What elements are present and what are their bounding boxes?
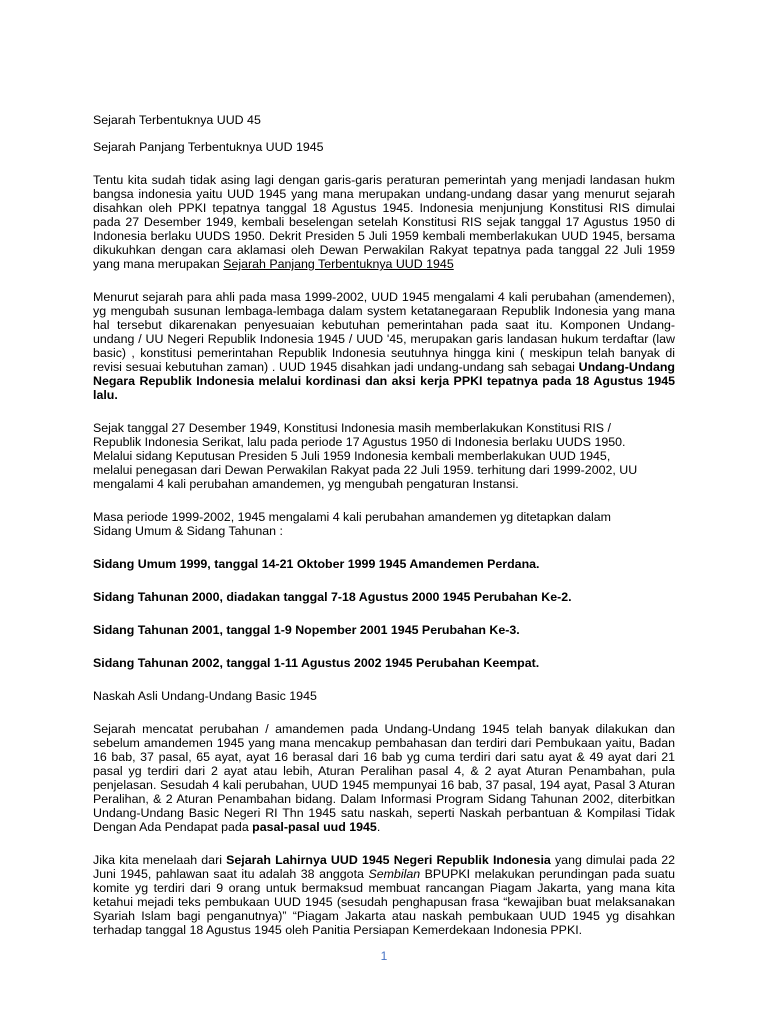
paragraph-konstitusi-line: melalui penegasan dari Dewan Perwakilan Rakyat pada 22 Juli 1959. terhitung dari 1999-2002, UU bbox=[93, 463, 638, 477]
page-number: 1 bbox=[380, 949, 388, 963]
session-item: Sidang Tahunan 2001, tanggal 1-9 Nopember 2001 1945 Perubahan Ke-3. bbox=[93, 623, 520, 637]
document-body bbox=[93, 113, 675, 937]
paragraph-lahirnya-italic: Sembilan bbox=[368, 867, 421, 881]
paragraph-periode-line: Masa periode 1999-2002, 1945 mengalami 4 kali perubahan amandemen yg ditetapkan dalam bbox=[93, 510, 611, 524]
paragraph-lahirnya-bold: Sejarah Lahirnya UUD 1945 Negeri Republik Indonesia bbox=[226, 853, 551, 867]
paragraph-konstitusi-line: Sejak tanggal 27 Desember 1949, Konstitusi Indonesia masih memberlakukan Konstitusi RIS / bbox=[93, 421, 611, 435]
paragraph-naskah bbox=[93, 722, 675, 834]
paragraph-konstitusi-line: mengalami 4 kali perubahan amandemen, yg mengubah pengaturan Instansi. bbox=[93, 477, 519, 491]
paragraph-periode-line: Sidang Umum & Sidang Tahunan : bbox=[93, 524, 283, 538]
session-item: Sidang Tahunan 2000, diadakan tanggal 7-18 Agustus 2000 1945 Perubahan Ke-2. bbox=[93, 590, 572, 604]
sejarah-panjang-link[interactable]: Sejarah Panjang Terbentuknya UUD 1945 bbox=[223, 257, 454, 271]
paragraph-amendments-text: Menurut sejarah para ahli pada masa 1999-2002, UUD 1945 mengalami 4 kali perubahan (amendemen), yg mengubah susunan lembaga-lembaga dalam system ketatanegaraan Republik Indonesia yang mana hal tersebut dikarenakan penyesuaian kebutuhan pemerintahan pada saat itu. Komponen Undang-undang / UU Negeri Republik Indonesia 1945 / UUD '45, merupakan garis landasan hukum terdaftar (law basic) , konstitusi pemerintahan Republik Indonesia seutuhnya hingga kini ( meskipun telah banyak di revisi sesuai kebutuhan zaman) . UUD 1945 disahkan jadi undang-undang sah sebagai bbox=[93, 290, 675, 374]
paragraph-naskah-text: Sejarah mencatat perubahan / amandemen pada Undang-Undang 1945 telah banyak dilakukan dan sebelum amandemen 1945 yang mana mencakup pembahasan dan terdiri dari Pembukaan yaitu, Badan 16 bab, 37 pasal, 65 ayat, ayat 16 berasal dari 16 bab yg cuma terdiri dari satu ayat & 49 ayat dari 21 pasal yg terdiri dari 2 ayat atau lebih, Aturan Peralihan pasal 4, & 2 ayat Aturan Penambahan, pula penjelasan. Sesudah 4 kali perubahan, UUD 1945 mempunyai 16 bab, 37 pasal, 194 ayat, Pasal 3 Aturan Peralihan, & 2 Aturan Penambahan bidang. Dalam Informasi Program Sidang Tahunan 2002, diterbitkan Undang-Undang Basic Negeri RI Thn 1945 satu naskah, seperti Naskah perbantuan & Kompilasi Tidak Dengan Ada Pendapat pada bbox=[93, 722, 675, 834]
paragraph-amendments-bold: Undang-Undang Negara Republik Indonesia melalui kordinasi dan aksi kerja PPKI tepatnya pada 18 Agustus 1945 lalu. bbox=[93, 360, 675, 402]
paragraph-lahirnya-text: Jika kita menelaah dari bbox=[93, 853, 227, 867]
paragraph-lahirnya-text: BPUPKI melakukan perundingan pada suatu komite yg terdiri dari 9 orang untuk bermaksud membuat rancangan Piagam Jakarta, yang mana kita ketahui mejadi teks pembukaan UUD 1945 (sesudah penghapusan frasa “kewajiban buat melaksanakan Syariah Islam bagi penganutnya)” “Piagam Jakarta atau naskah pembukaan UUD 1945 yg disahkan terhadap tanggal 18 Agustus 1945 oleh Panitia Persiapan Kemerdekaan Indonesia PPKI. bbox=[93, 867, 675, 937]
paragraph-konstitusi bbox=[93, 421, 675, 491]
paragraph-konstitusi-line: Republik Indonesia Serikat, lalu pada periode 17 Agustus 1950 di Indonesia berlaku UUDS 1950. bbox=[93, 435, 626, 449]
paragraph-naskah-end: . bbox=[376, 820, 381, 834]
paragraph-naskah-bold: pasal-pasal uud 1945 bbox=[252, 820, 377, 834]
paragraph-konstitusi-line: Melalui sidang Keputusan Presiden 5 Juli 1959 Indonesia kembali memberlakukan UUD 1945, bbox=[93, 449, 611, 463]
paragraph-lahirnya-text: yang dimulai pada 22 Juni 1945, pahlawan saat itu adalah 38 anggota bbox=[93, 853, 675, 881]
document-subtitle: Sejarah Panjang Terbentuknya UUD 1945 bbox=[93, 140, 324, 154]
paragraph-intro bbox=[93, 173, 675, 271]
paragraph-periode bbox=[93, 510, 675, 538]
section-heading: Naskah Asli Undang-Undang Basic 1945 bbox=[93, 689, 317, 703]
paragraph-lahirnya bbox=[93, 853, 675, 937]
paragraph-intro-text: Tentu kita sudah tidak asing lagi dengan garis-garis peraturan pemerintah yang menjadi landasan hukm bangsa indonesia yaitu UUD 1945 yang mana merupakan undang-undang dasar yang menurut sejarah disahkan oleh PPKI tepatnya tanggal 18 Agustus 1945. Indonesia menjunjung Konstitusi RIS dimulai pada 27 Desember 1949, kembali beselengan setelah Konstitusi RIS sejak tanggal 17 Agustus 1950 di Indonesia berlaku UUDS 1950. Dekrit Presiden 5 Juli 1959 kembali memberlakukan UUD 1945, bersama dikukuhkan dengan cara aklamasi oleh Dewan Perwakilan Rakyat tepatnya pada tanggal 22 Juli 1959 yang mana merupakan bbox=[93, 173, 675, 271]
document-title: Sejarah Terbentuknya UUD 45 bbox=[93, 113, 261, 127]
session-item: Sidang Tahunan 2002, tanggal 1-11 Agustus 2002 1945 Perubahan Keempat. bbox=[93, 656, 540, 670]
paragraph-amendments bbox=[93, 290, 675, 402]
session-item: Sidang Umum 1999, tanggal 14-21 Oktober 1999 1945 Amandemen Perdana. bbox=[93, 557, 540, 571]
